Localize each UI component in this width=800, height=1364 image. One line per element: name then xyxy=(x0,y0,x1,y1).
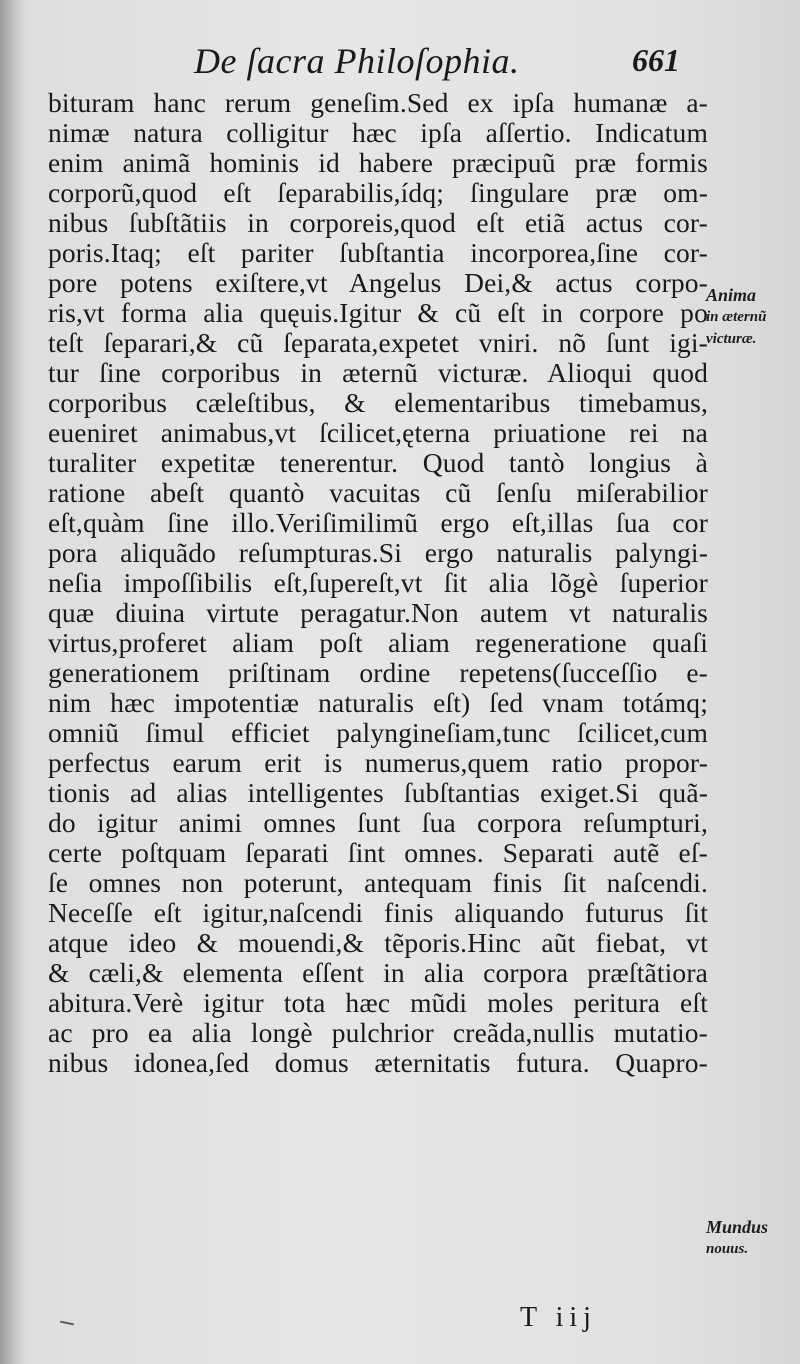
signature-mark: T iij xyxy=(520,1302,597,1333)
text-line: generationem priſtinam ordine repetens(ſucceſſio e- xyxy=(48,657,708,688)
text-line: & cæli,& elementa eſſent in alia corpora præſtãtiora xyxy=(48,957,708,988)
marginal-note-line: nouus. xyxy=(706,1241,749,1257)
gutter-shadow xyxy=(0,0,24,1364)
text-line: omniũ ſimul efficiet palyngineſiam,tunc ſcilicet,cum xyxy=(48,717,708,748)
text-line: corporibus cæleſtibus, & elementaribus timebamus, xyxy=(48,387,708,418)
text-line: atque ideo & mouendi,& tẽporis.Hinc aũt fiebat, vt xyxy=(48,927,708,958)
marginal-note-line: in æternũ xyxy=(706,309,767,325)
text-line: bituram hanc rerum geneſim.Sed ex ipſa humanæ a- xyxy=(48,87,708,118)
text-line: nibus ſubſtãtiis in corporeis,quod eſt etiã actus cor- xyxy=(48,207,708,238)
running-head: De ſacra Philoſophia. xyxy=(194,41,520,81)
text-line: teſt ſeparari,& cũ ſeparata,expetet vniri. nõ ſunt igi- xyxy=(48,327,708,358)
text-line: pore potens exiſtere,vt Angelus Dei,& actus corpo- xyxy=(48,267,708,298)
text-line: abitura.Verè igitur tota hæc mũdi moles peritura eſt xyxy=(48,987,708,1018)
text-line: nim hæc impotentiæ naturalis eſt) ſed vnam totámq; xyxy=(48,687,708,718)
text-line: poris.Itaq; eſt pariter ſubſtantia incorporea,ſine cor- xyxy=(48,237,708,268)
marginal-note-line: Mundus xyxy=(706,1217,769,1237)
text-line: do igitur animi omnes ſunt ſua corpora reſumpturi, xyxy=(48,807,708,838)
text-line: eueniret animabus,vt ſcilicet,ęterna priuatione rei na xyxy=(48,417,708,448)
ink-mark xyxy=(60,1321,74,1326)
text-line: nimæ natura colligitur hæc ipſa aſſertio. Indicatum xyxy=(48,117,708,148)
text-line: neſia impoſſibilis eſt,ſupereſt,vt ſit alia lõgè ſuperior xyxy=(48,567,708,598)
text-line: tionis ad alias intelligentes ſubſtantias exiget.Si quã- xyxy=(48,777,708,808)
text-line: tur ſine corporibus in æternũ victuræ. Alioqui quod xyxy=(48,357,708,388)
marginal-note-anima xyxy=(706,284,798,350)
text-line: eſt,quàm ſine illo.Veriſimilimũ ergo eſt,illas ſua cor xyxy=(48,507,708,538)
body-text xyxy=(48,88,708,1078)
text-line: ris,vt forma alia quęuis.Igitur & cũ eſt in corpore po xyxy=(48,297,708,328)
text-line: ratione abeſt quantò vacuitas cũ ſenſu miſerabilior xyxy=(48,477,708,508)
marginal-note-mundus xyxy=(706,1216,798,1260)
marginal-note-line: Anima xyxy=(706,285,757,305)
text-line: ſe omnes non poterunt, antequam finis ſit naſcendi. xyxy=(48,867,708,898)
marginal-note-line: victuræ. xyxy=(706,331,757,347)
text-line: perfectus earum erit is numerus,quem ratio propor- xyxy=(48,747,708,778)
text-line: nibus idonea,ſed domus æternitatis futura. Quapro- xyxy=(48,1047,708,1078)
text-line: turaliter expetitæ tenerentur. Quod tantò longius à xyxy=(48,447,708,478)
text-line: ac pro ea alia longè pulchrior creãda,nullis mutatio- xyxy=(48,1017,708,1048)
text-line: quæ diuina virtute peragatur.Non autem vt naturalis xyxy=(48,597,708,628)
text-line: certe poſtquam ſeparati ſint omnes. Separati autẽ eſ- xyxy=(48,837,708,868)
text-line: pora aliquãdo reſumpturas.Si ergo naturalis palyngi- xyxy=(48,537,708,568)
text-line: virtus,proferet aliam poſt aliam regeneratione quaſi xyxy=(48,627,708,658)
text-line: Neceſſe eſt igitur,naſcendi finis aliquando futurus ſit xyxy=(48,897,708,928)
text-line: enim animã hominis id habere præcipuũ præ formis xyxy=(48,147,708,178)
text-line: corporũ,quod eſt ſeparabilis,ídq; ſingulare præ om- xyxy=(48,177,708,208)
page-number: 661 xyxy=(632,42,680,78)
